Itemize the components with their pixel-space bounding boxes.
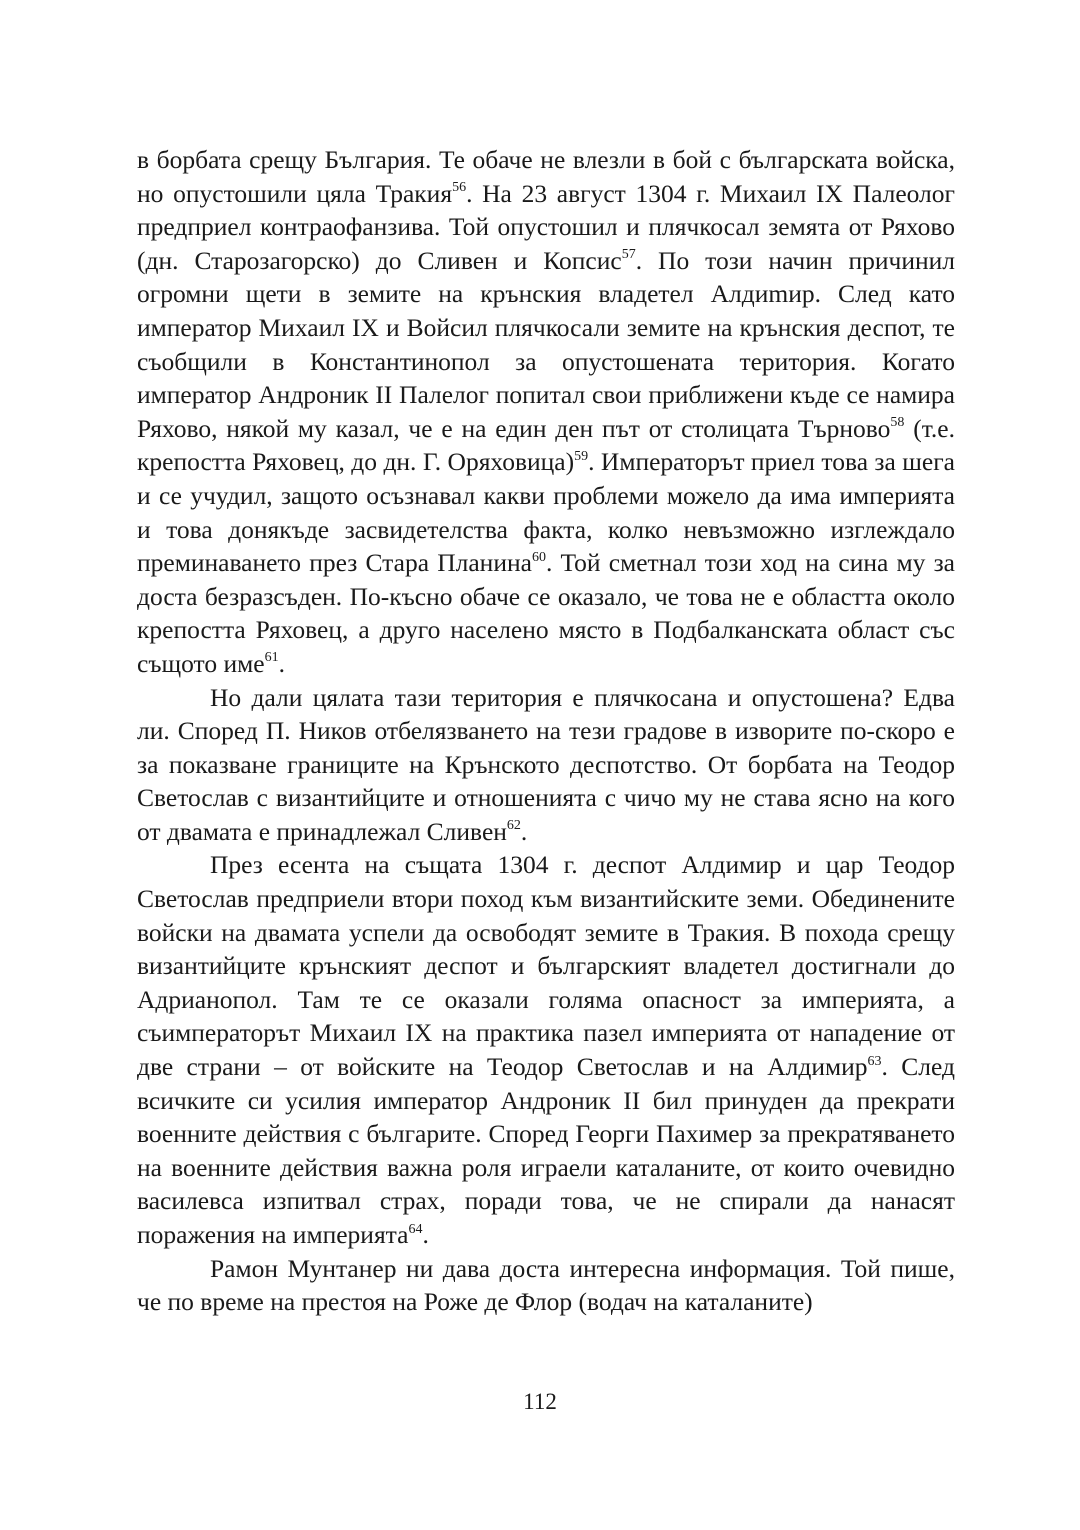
text-run: . След всичките си усилия император Андроник II бил принуден да прекрати военните действия с българите. Според Георги Пахимер за прекратяването на военните действия важна роля играели каталаните, от които очевидно василевса изпитвал страх, поради това, че не спирали да нанасят поражения на империята bbox=[137, 1052, 955, 1249]
text-run: Но дали цялата тази територия е плячкосана и опустошена? Едва ли. Според П. Ников отбелязването на тези градове в изворите по-скоро е за показване границите на Крънското деспотство. От борбата на Теодор Светослав с византийците и отношенията с чичо му не става ясно на кого от двамата е принадлежал Сливен bbox=[137, 682, 955, 846]
text-run: (т.е. крепостта Ряховец, до дн. Г. Оряховица) bbox=[137, 413, 955, 477]
text-run: . Императорът приел това за шега и се учудил, защото осъзнавал какви проблеми можело да има империята и това донякъде засвидетелства факта, колко невъзможно изглеждало преминаването през Стара Планина bbox=[137, 447, 955, 578]
text-run: . bbox=[520, 816, 528, 846]
footnote-ref: 61 bbox=[264, 650, 279, 666]
footnote-ref: 62 bbox=[506, 818, 521, 834]
paragraph bbox=[137, 1252, 955, 1319]
text-run: . По този начин причинил огромни щети в земите на крънския владетел Алдиmир. След като император Михаил IX и Войсил плячкосали земите на крънския деспот, те съобщили в Константинопол за опустошената територия. Когато император Андроник II Палелог попитал свои приближени къде се намира Ряхово, някой му казал, че е на един ден път от столицата Търново bbox=[137, 245, 955, 443]
text-run: . Той сметнал този ход на сина му за доста безразсъден. По-късно обаче се оказало, че това не е областта около крепостта Ряховец, а друго населено място в Подбалканската област със същото име bbox=[137, 548, 955, 678]
paragraph bbox=[137, 143, 955, 681]
text-run: в борбата срещу България. Те обаче не влезли в бой с българската войска, но опустошили цяла Тракия bbox=[137, 145, 955, 208]
body-text bbox=[137, 143, 955, 1319]
footnote-ref: 56 bbox=[452, 180, 467, 196]
text-run: . bbox=[422, 1220, 429, 1249]
text-run: . На 23 август 1304 г. Михаил IX Палеолог предприел контраофанзива. Той опустошил и плячкосал земята от Ряхово (дн. Старозагорско) до Сливен и Копсис bbox=[137, 178, 955, 275]
text-run: . bbox=[278, 648, 285, 678]
footnote-ref: 64 bbox=[408, 1221, 423, 1237]
footnote-ref: 60 bbox=[531, 549, 546, 565]
footnote-ref: 58 bbox=[890, 415, 905, 431]
footnote-ref: 57 bbox=[621, 247, 636, 263]
paragraph bbox=[137, 848, 955, 1251]
text-run: Рамон Мунтанер ни дава доста интересна информация. Той пише, че по време на престоя на Роже де Флор (водач на каталаните) bbox=[137, 1253, 955, 1317]
text-run: През есента на същата 1304 г. деспот Алдимир и цар Теодор Светослав предприели втори поход към византийските земи. Обединените войски на двамата успели да освободят земите в Тракия. В похода срещу византийците крънският деспот и българският владетел достигнали до Адрианопол. Там те се оказали голяма опасност за империята, а съимператорът Михаил IX на практика пазел империята от нападение от две страни – от войските на Теодор Светослав и на Алдимир bbox=[137, 850, 955, 1082]
footnote-ref: 63 bbox=[867, 1053, 882, 1069]
page-number: 112 bbox=[523, 1389, 557, 1414]
footnote-ref: 59 bbox=[574, 448, 589, 464]
paragraph bbox=[137, 681, 955, 849]
